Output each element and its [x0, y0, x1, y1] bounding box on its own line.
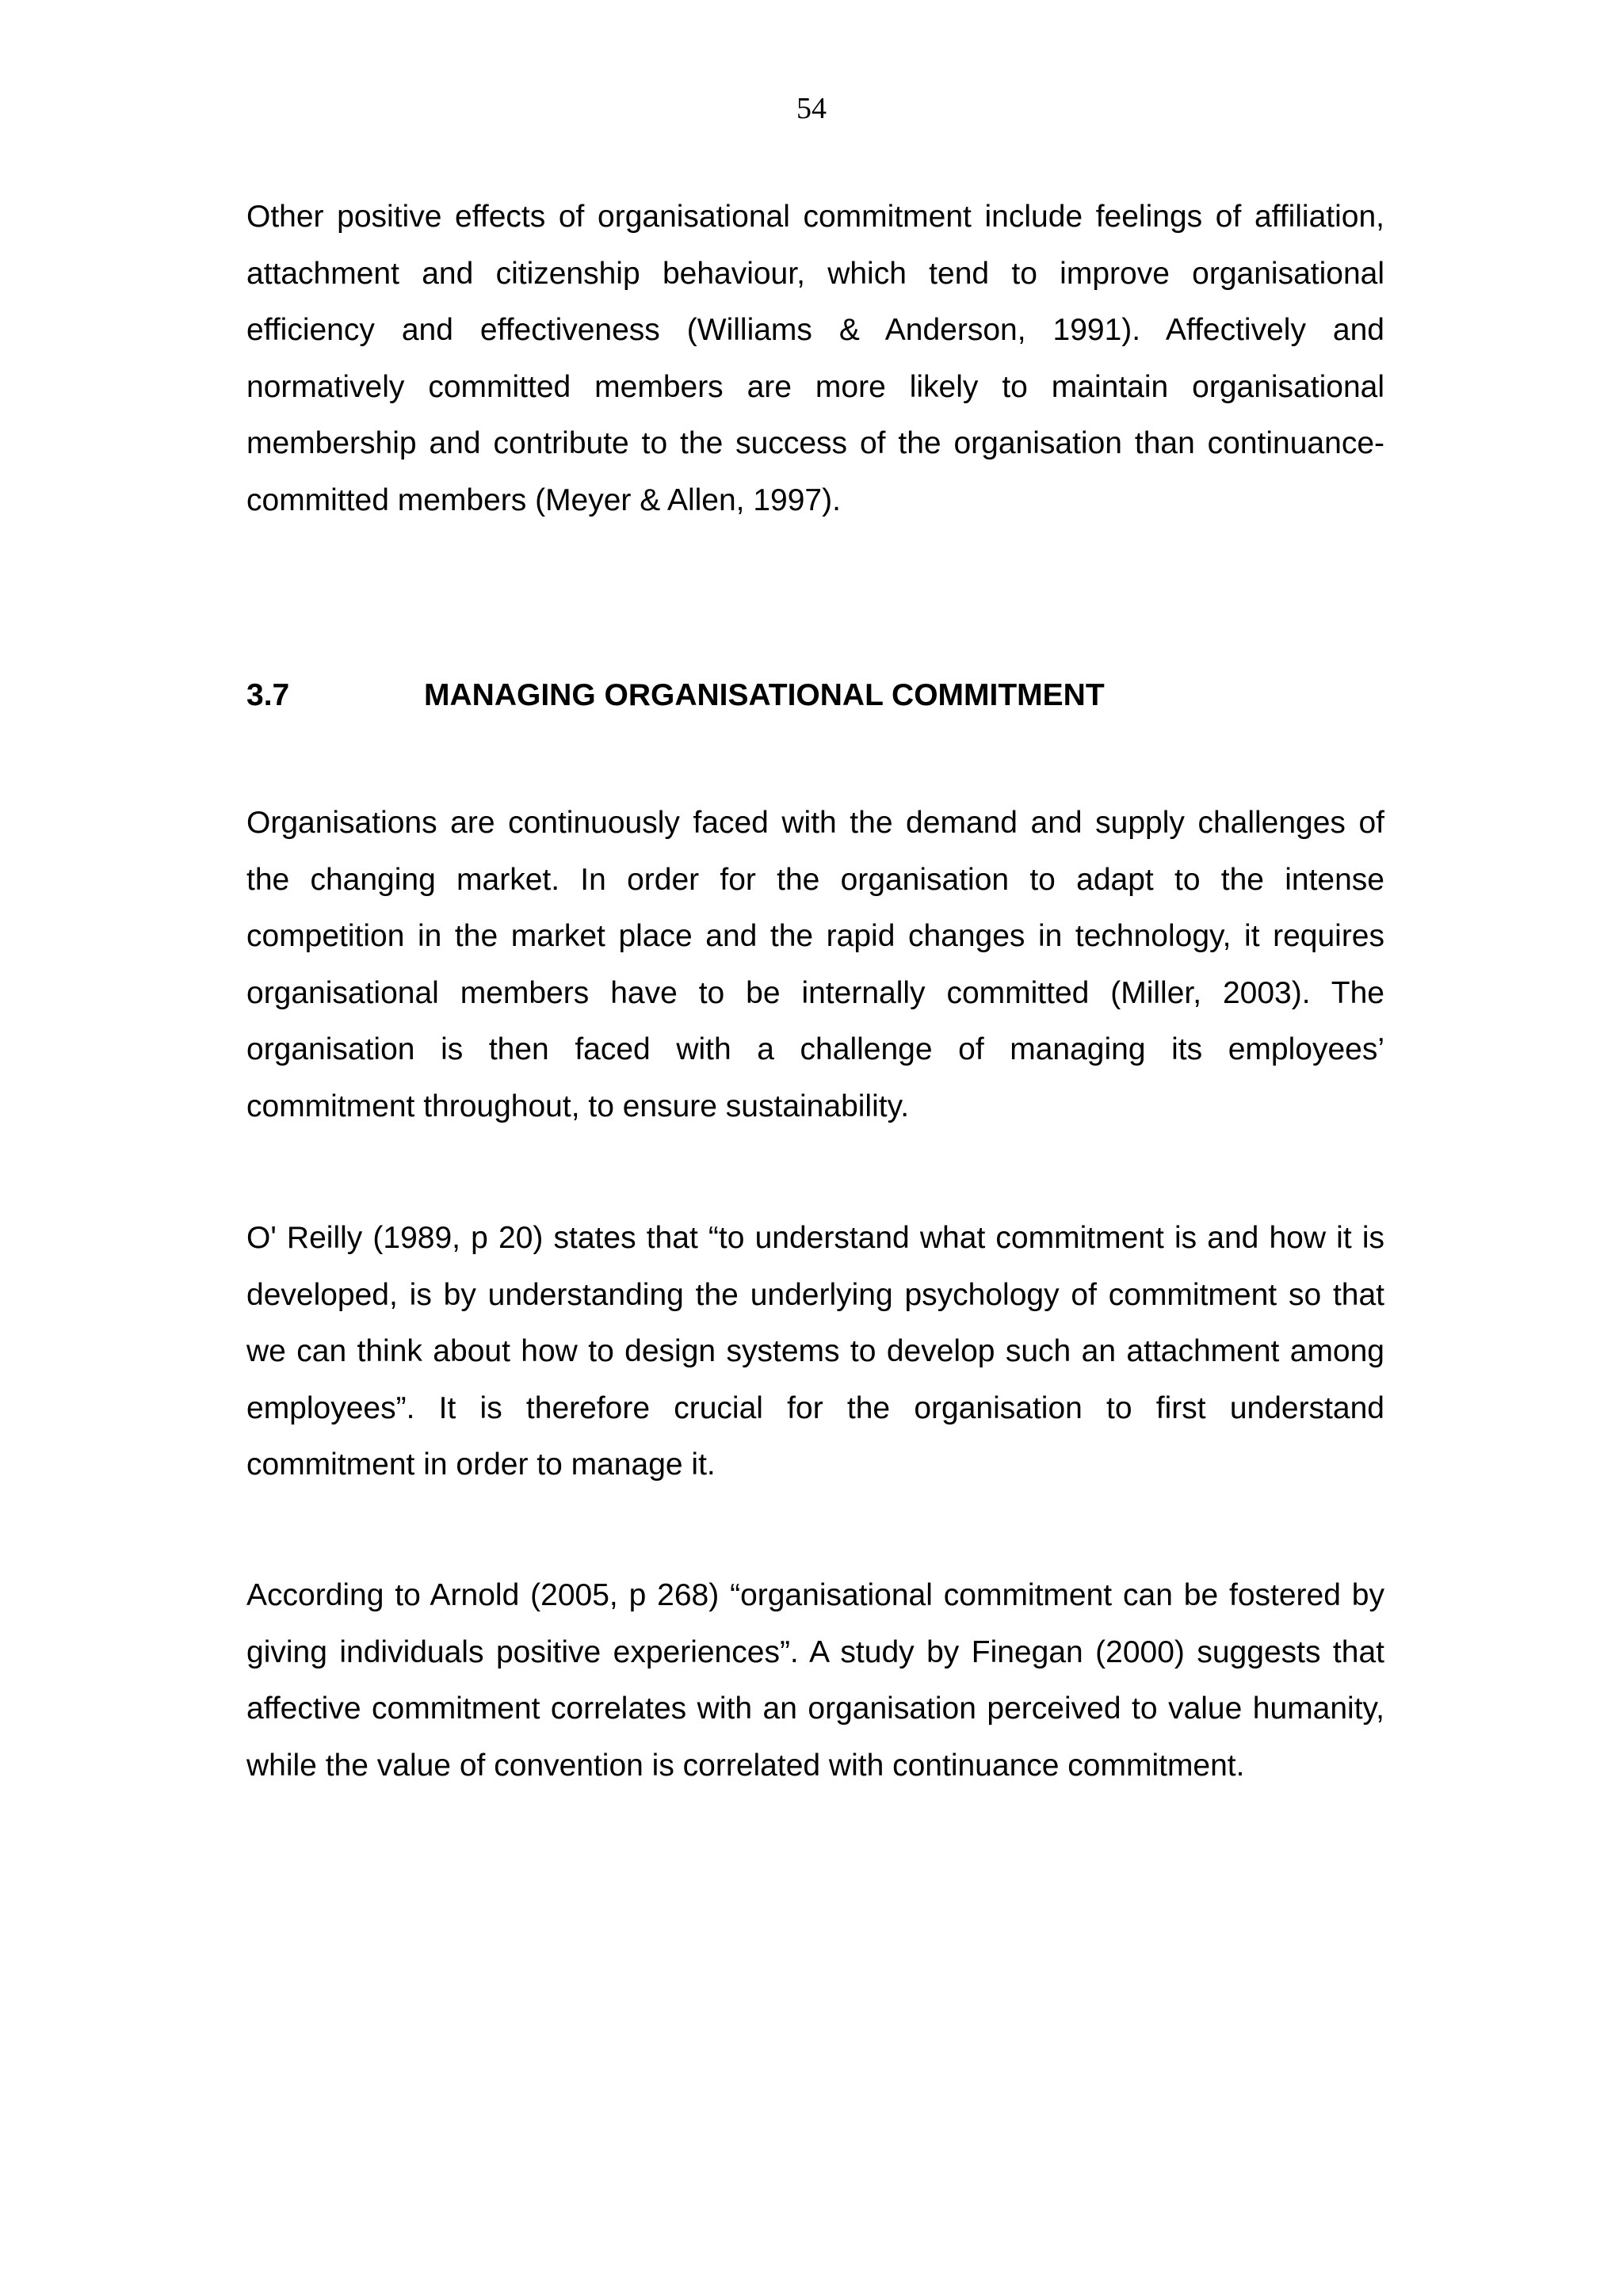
- page-number: 54: [796, 92, 827, 125]
- paragraph-oreilly-quote: O' Reilly (1989, p 20) states that “to understand what commitment is and how it is developed, is by understanding the underlying psychology of commitment so that we can think about how to design systems to develop such an attachment among employees”. It is therefore crucial for the organisation to first understand commitment in order to manage it.: [246, 1221, 1384, 1482]
- section-title: MANAGING ORGANISATIONAL COMMITMENT: [424, 678, 1105, 712]
- section-number: 3.7: [246, 678, 290, 712]
- paragraph-market-challenges: Organisations are continuously faced with the demand and supply challenges of the changing market. In order for the organisation to adapt to the intense competition in the market place and the rapid changes in technology, it requires organisational members have to be internally committed (Miller, 2003). The organisation is then faced with a challenge of managing its employees’ commitment throughout, to ensure sustainability.: [246, 806, 1384, 1123]
- paragraph-arnold-finegan: According to Arnold (2005, p 268) “organisational commitment can be fostered by giving individuals positive experiences”. A study by Finegan (2000) suggests that affective commitment correlates with an organisation perceived to value humanity, while the value of convention is correlated with continuance commitment.: [246, 1578, 1384, 1783]
- section-heading: [246, 667, 1384, 724]
- paragraph-organisational-commitment-effects: Other positive effects of organisational commitment include feelings of affiliation, attachment and citizenship behaviour, which tend to improve organisational efficiency and effectiveness (Williams & Anderson, 1991). Affectively and normatively committed members are more likely to maintain organisational membership and contribute to the success of the organisation than continuance-committed members (Meyer & Allen, 1997).: [246, 200, 1384, 517]
